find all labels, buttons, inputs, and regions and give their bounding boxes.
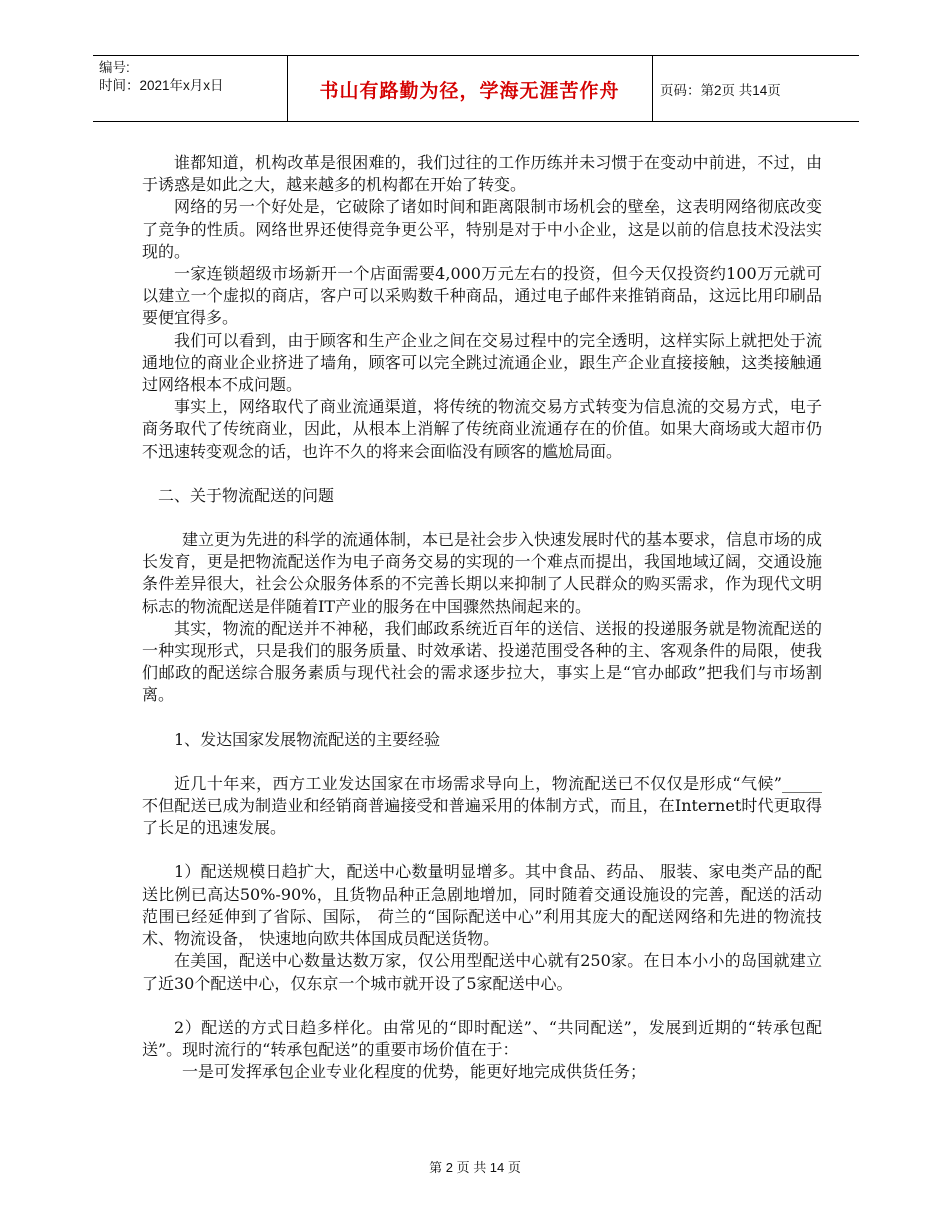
paragraph: 事实上，网络取代了商业流通渠道，将传统的物流交易方式转变为信息流的交易方式，电子商务取代了传统商业，因此，从根本上消解了传统商业流通存在的价值。如果大商场或大超市仍不迅速转变观念的话，也许不久的将来会面临没有顾客的尴尬局面。 [142,397,822,461]
paragraph: 建立更为先进的科学的流通体制，本已是社会步入快速发展时代的基本要求，信息市场的成长发育，更是把物流配送作为电子商务交易的实现的一个难点而提出，我国地域辽阔，交通设施条件差异很大，社会公众服务体系的不完善长期以来抑制了人民群众的购买需求，作为现代文明标志的物流配送是伴随着IT产业的服务在中国骤然热闹起来的。 [142,530,823,616]
paragraph: 在美国，配送中心数量达数万家，仅公用型配送中心就有250家。在日本小小的岛国就建立了近30个配送中心，仅东京一个城市就开设了5家配送中心。 [142,951,822,993]
paragraph: 其实，物流的配送并不神秘，我们邮政系统近百年的送信、送报的投递服务就是物流配送的一种实现形式，只是我们的服务质量、时效承诺、投递范围受各种的主、客观条件的局限，使我们邮政的配送综合服务素质与现代社会的需求逐步拉大，事实上是“官办邮政”把我们与市场割离。 [142,618,822,705]
section-heading: 二、关于物流配送的问题 [158,485,335,505]
page-footer: 第 2 页 共 14 页 [429,1160,521,1175]
header-page-info: 页码：第2页 共14页 [660,83,781,98]
paragraph: 1）配送规模日趋扩大，配送中心数量明显增多。其中食品、药品、 服装、家电类产品的配送比例已高达50%-90%，且货物品种正急剧地增加，同时随着交通设施设的完善，配送的活动范围已经延伸到了省际、国际， 荷兰的“国际配送中心”利用其庞大的配送网络和先进的物流技术、物流设备， 快速地向欧共体国成员配送货物。 [142,862,822,949]
paragraph: 网络的另一个好处是，它破除了诸如时间和距离限制市场机会的壁垒，这表明网络彻底改变了竞争的性质。网络世界还使得竞争更公平，特别是对于中小企业，这是以前的信息技术没法实现的。 [142,197,822,261]
paragraph: 我们可以看到，由于顾客和生产企业之间在交易过程中的完全透明，这样实际上就把处于流通地位的商业企业挤进了墙角，顾客可以完全跳过流通企业，跟生产企业直接接触，这类接触通过网络根本不成问题。 [142,330,822,395]
header-meta [99,59,224,95]
header-top-rule [93,55,859,56]
document-body [142,152,822,1083]
header-divider-right [652,55,653,121]
paragraph: 谁都知道，机构改革是很困难的，我们过往的工作历练并未习惯于在变动中前进，不过，由于诱惑是如此之大，越来越多的机构都在开始了转变。 [142,153,822,195]
header-number-label: 编号: [99,60,130,75]
header-time-label: 时间：2021年x月x日 [99,78,224,93]
paragraph: 一是可发挥承包企业专业化程度的优势，能更好地完成供货任务； [182,1062,647,1082]
subsection-heading: 1、发达国家发展物流配送的主要经验 [174,729,441,749]
header-motto: 书山有路勤为径，学海无涯苦作舟 [319,80,620,102]
paragraph: 近几十年来，西方工业发达国家在市场需求导向上，物流配送已不仅仅是形成“气候”_____不但配送已成为制造业和经销商普遍接受和普遍采用的体制方式，而且，在Internet时代更取得了长足的迅速发展。 [142,773,822,838]
paragraph: 一家连锁超级市场新开一个店面需要4,000万元左右的投资，但今天仅投资约100万元就可以建立一个虚拟的商店，客户可以采购数千种商品，通过电子邮件来推销商品，这远比用印刷品要便宜得多。 [142,264,822,328]
header-bottom-rule [93,121,859,122]
paragraph: 2）配送的方式日趋多样化。由常见的“即时配送”、“共同配送”，发展到近期的“转承包配送”。现时流行的“转承包配送”的重要市场价值在于： [142,1017,822,1059]
